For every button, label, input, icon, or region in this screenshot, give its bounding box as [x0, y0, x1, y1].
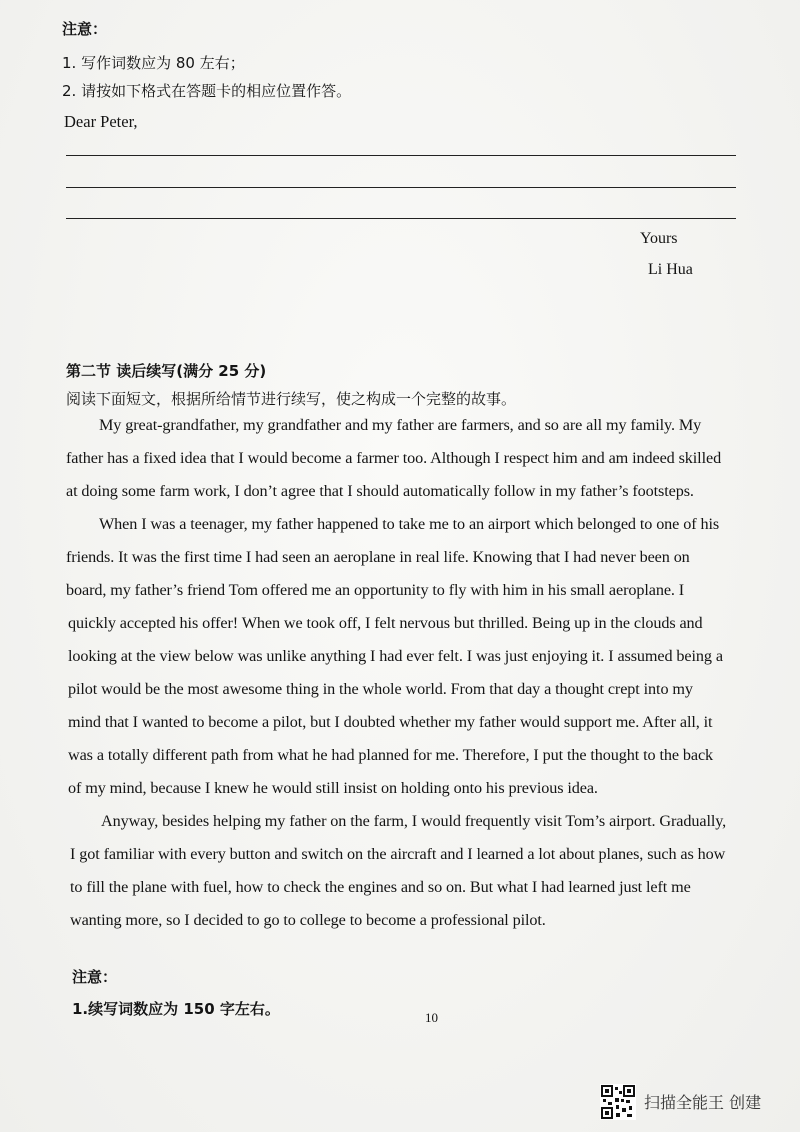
passage-line: of my mind, because I knew he would still insist on holding onto his previous idea. — [68, 779, 598, 797]
answer-line-2 — [66, 187, 736, 188]
section2-instruction: 阅读下面短文，根据所给情节进行续写，使之构成一个完整的故事。 — [66, 390, 517, 408]
notes-bottom-heading: 注意： — [72, 968, 118, 986]
answer-line-1 — [66, 155, 736, 156]
notes-bottom-item: 1.续写词数应为 150 字左右。 — [72, 1000, 280, 1018]
notes-heading: 注意： — [62, 20, 108, 38]
passage-line: to fill the plane with fuel, how to check the engines and so on. But what I had learned just left me — [70, 878, 691, 896]
section2-title: 第二节 读后续写(满分 25 分) — [66, 362, 267, 380]
qr-code-icon — [600, 1084, 636, 1120]
passage-line: I got familiar with every button and switch on the aircraft and I learned a lot about planes, such as how — [70, 845, 726, 863]
answer-line-3 — [66, 218, 736, 219]
passage-line: When I was a teenager, my father happened to take me to an airport which belonged to one of his — [99, 515, 720, 533]
passage-line: at doing some farm work, I don’t agree that I should automatically follow in my father’s footsteps. — [66, 482, 694, 500]
letter-closing: Yours — [640, 230, 678, 247]
passage-line: My great-grandfather, my grandfather and my father are farmers, and so are all my family. My — [99, 416, 702, 434]
passage-line: mind that I wanted to become a pilot, but I doubted whether my father would support me. After all, it — [68, 713, 713, 731]
passage-line: quickly accepted his offer! When we took off, I felt nervous but thrilled. Being up in the clouds and — [68, 614, 703, 632]
watermark-text: 扫描全能王 创建 — [644, 1093, 762, 1112]
letter-signature: Li Hua — [648, 261, 693, 278]
passage-line: father has a fixed idea that I would become a farmer too. Although I respect him and am indeed skilled — [66, 449, 722, 467]
passage-line: wanting more, so I decided to go to college to become a professional pilot. — [70, 911, 546, 929]
passage-line: pilot would be the most awesome thing in the whole world. From that day a thought crept into my — [68, 680, 693, 698]
passage-line: looking at the view below was unlike anything I had ever felt. I was just enjoying it. I assumed being a — [68, 647, 723, 665]
note-item-2: 2. 请按如下格式在答题卡的相应位置作答。 — [62, 82, 352, 100]
note-item-1: 1. 写作词数应为 80 左右； — [62, 54, 245, 72]
letter-salutation: Dear Peter, — [64, 112, 138, 131]
passage-line: Anyway, besides helping my father on the farm, I would frequently visit Tom’s airport. Gradually, — [101, 812, 727, 830]
page-number: 10 — [425, 1010, 438, 1025]
passage-line: was a totally different path from what he had planned for me. Therefore, I put the thought to the back — [68, 746, 714, 764]
passage-line: board, my father’s friend Tom offered me an opportunity to fly with him in his small aeroplane. I — [66, 581, 685, 599]
passage-line: friends. It was the first time I had seen an aeroplane in real life. Knowing that I had never been on — [66, 548, 690, 566]
